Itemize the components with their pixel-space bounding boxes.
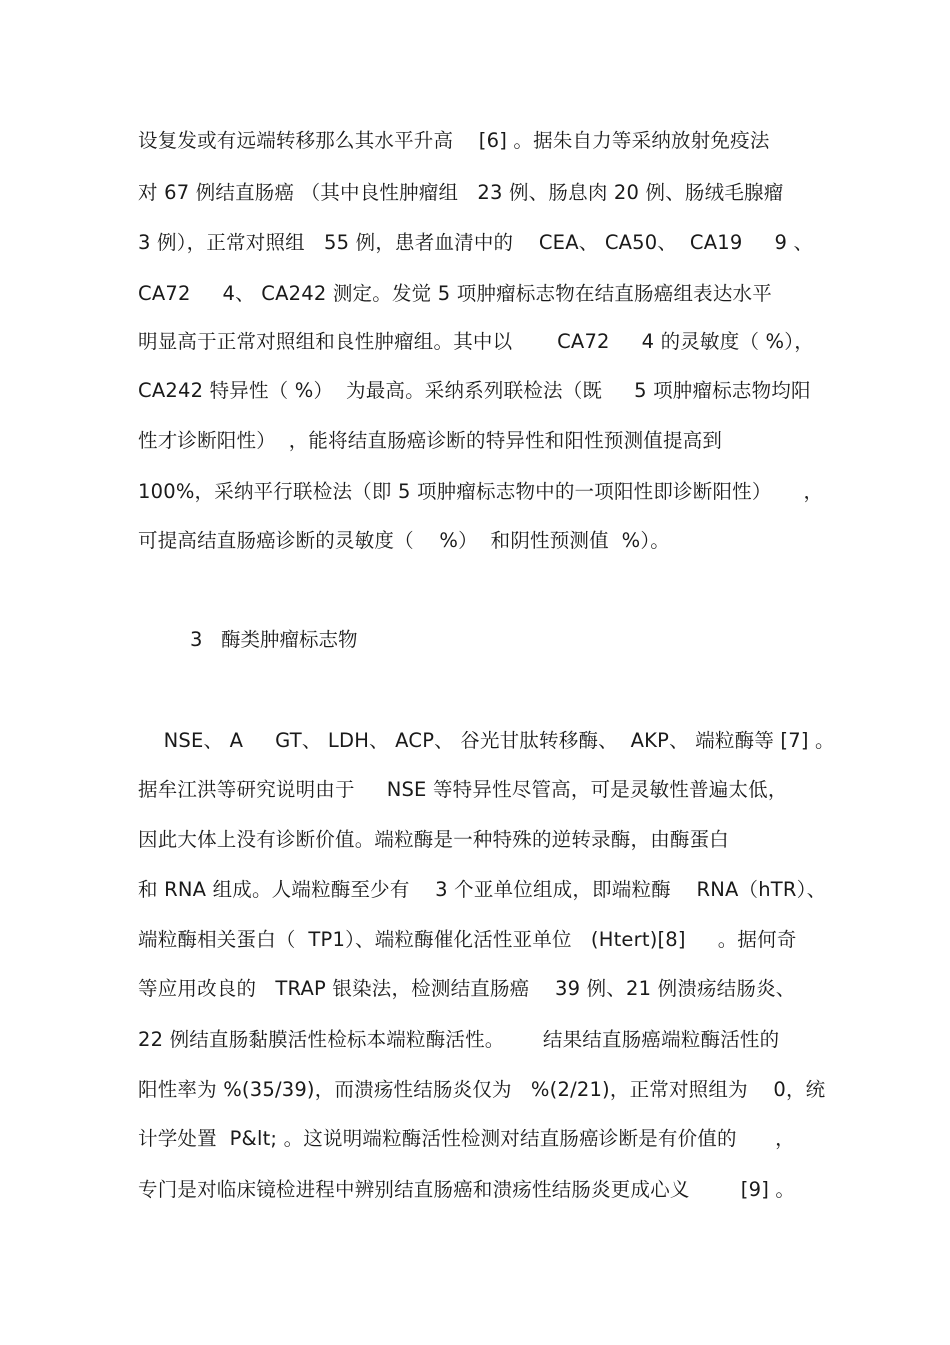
- paragraph-1-line-7: 性才诊断阳性） ，能将结直肠癌诊断的特异性和阳性预测值提高到: [138, 429, 723, 452]
- section-heading: 3 酶类肿瘤标志物: [190, 628, 358, 651]
- paragraph-2-line-2: 据牟江洪等研究说明由于 NSE 等特异性尽管高，可是灵敏性普遍太低，: [138, 778, 788, 801]
- paragraph-2-line-3: 因此大体上没有诊断价值。端粒酶是一种特殊的逆转录酶，由酶蛋白: [138, 828, 730, 851]
- paragraph-2-line-7: 22 例结直肠黏膜活性检标本端粒酶活性。 结果结直肠癌端粒酶活性的: [138, 1028, 780, 1051]
- paragraph-2-line-6: 等应用改良的 TRAP 银染法，检测结直肠癌 39 例、21 例溃疡结肠炎、: [138, 977, 796, 1000]
- paragraph-2-line-8: 阳性率为 %(35/39)，而溃疡性结肠炎仅为 %(2/21)，正常对照组为 0，统: [138, 1078, 826, 1101]
- paragraph-1-line-9: 可提高结直肠癌诊断的灵敏度（ %） 和阴性预测值 %）。: [138, 529, 670, 552]
- paragraph-1-line-3: 3 例），正常对照组 55 例，患者血清中的 CEA、 CA50、 CA19 9 、: [138, 231, 814, 254]
- paragraph-2-line-4: 和 RNA 组成。人端粒酶至少有 3 个亚单位组成，即端粒酶 RNA（hTR）、: [138, 878, 827, 901]
- paragraph-2-line-1: NSE、 A GT、 LDH、 ACP、 谷光甘肽转移酶、 AKP、 端粒酶等 [7] 。: [138, 729, 835, 752]
- paragraph-1-line-6: CA242 特异性（ %） 为最高。采纳系列联检法（既 5 项肿瘤标志物均阳: [138, 379, 811, 402]
- paragraph-1-line-4: CA72 4、 CA242 测定。发觉 5 项肿瘤标志物在结直肠癌组表达水平: [138, 282, 772, 305]
- paragraph-2-line-9: 计学处置 P&lt; 。这说明端粒酶活性检测对结直肠癌诊断是有价值的 ，: [138, 1127, 795, 1150]
- paragraph-1-line-5: 明显高于正常对照组和良性肿瘤组。其中以 CA72 4 的灵敏度（ %），: [138, 330, 814, 353]
- paragraph-1-line-1: 设复发或有远端转移那么其水平升高 [6] 。据朱自力等采纳放射免疫法: [138, 129, 770, 152]
- paragraph-2-line-10: 专门是对临床镜检进程中辨别结直肠癌和溃疡性结肠炎更成心义 [9] 。: [138, 1178, 796, 1201]
- paragraph-1-line-2: 对 67 例结直肠癌 （其中良性肿瘤组 23 例、肠息肉 20 例、肠绒毛腺瘤: [138, 181, 784, 204]
- paragraph-1-line-8: 100%，采纳平行联检法（即 5 项肿瘤标志物中的一项阳性即诊断阳性） ，: [138, 480, 824, 503]
- paragraph-2-line-5: 端粒酶相关蛋白（ TP1）、端粒酶催化活性亚单位 (Htert)[8] 。据何奇: [138, 928, 797, 951]
